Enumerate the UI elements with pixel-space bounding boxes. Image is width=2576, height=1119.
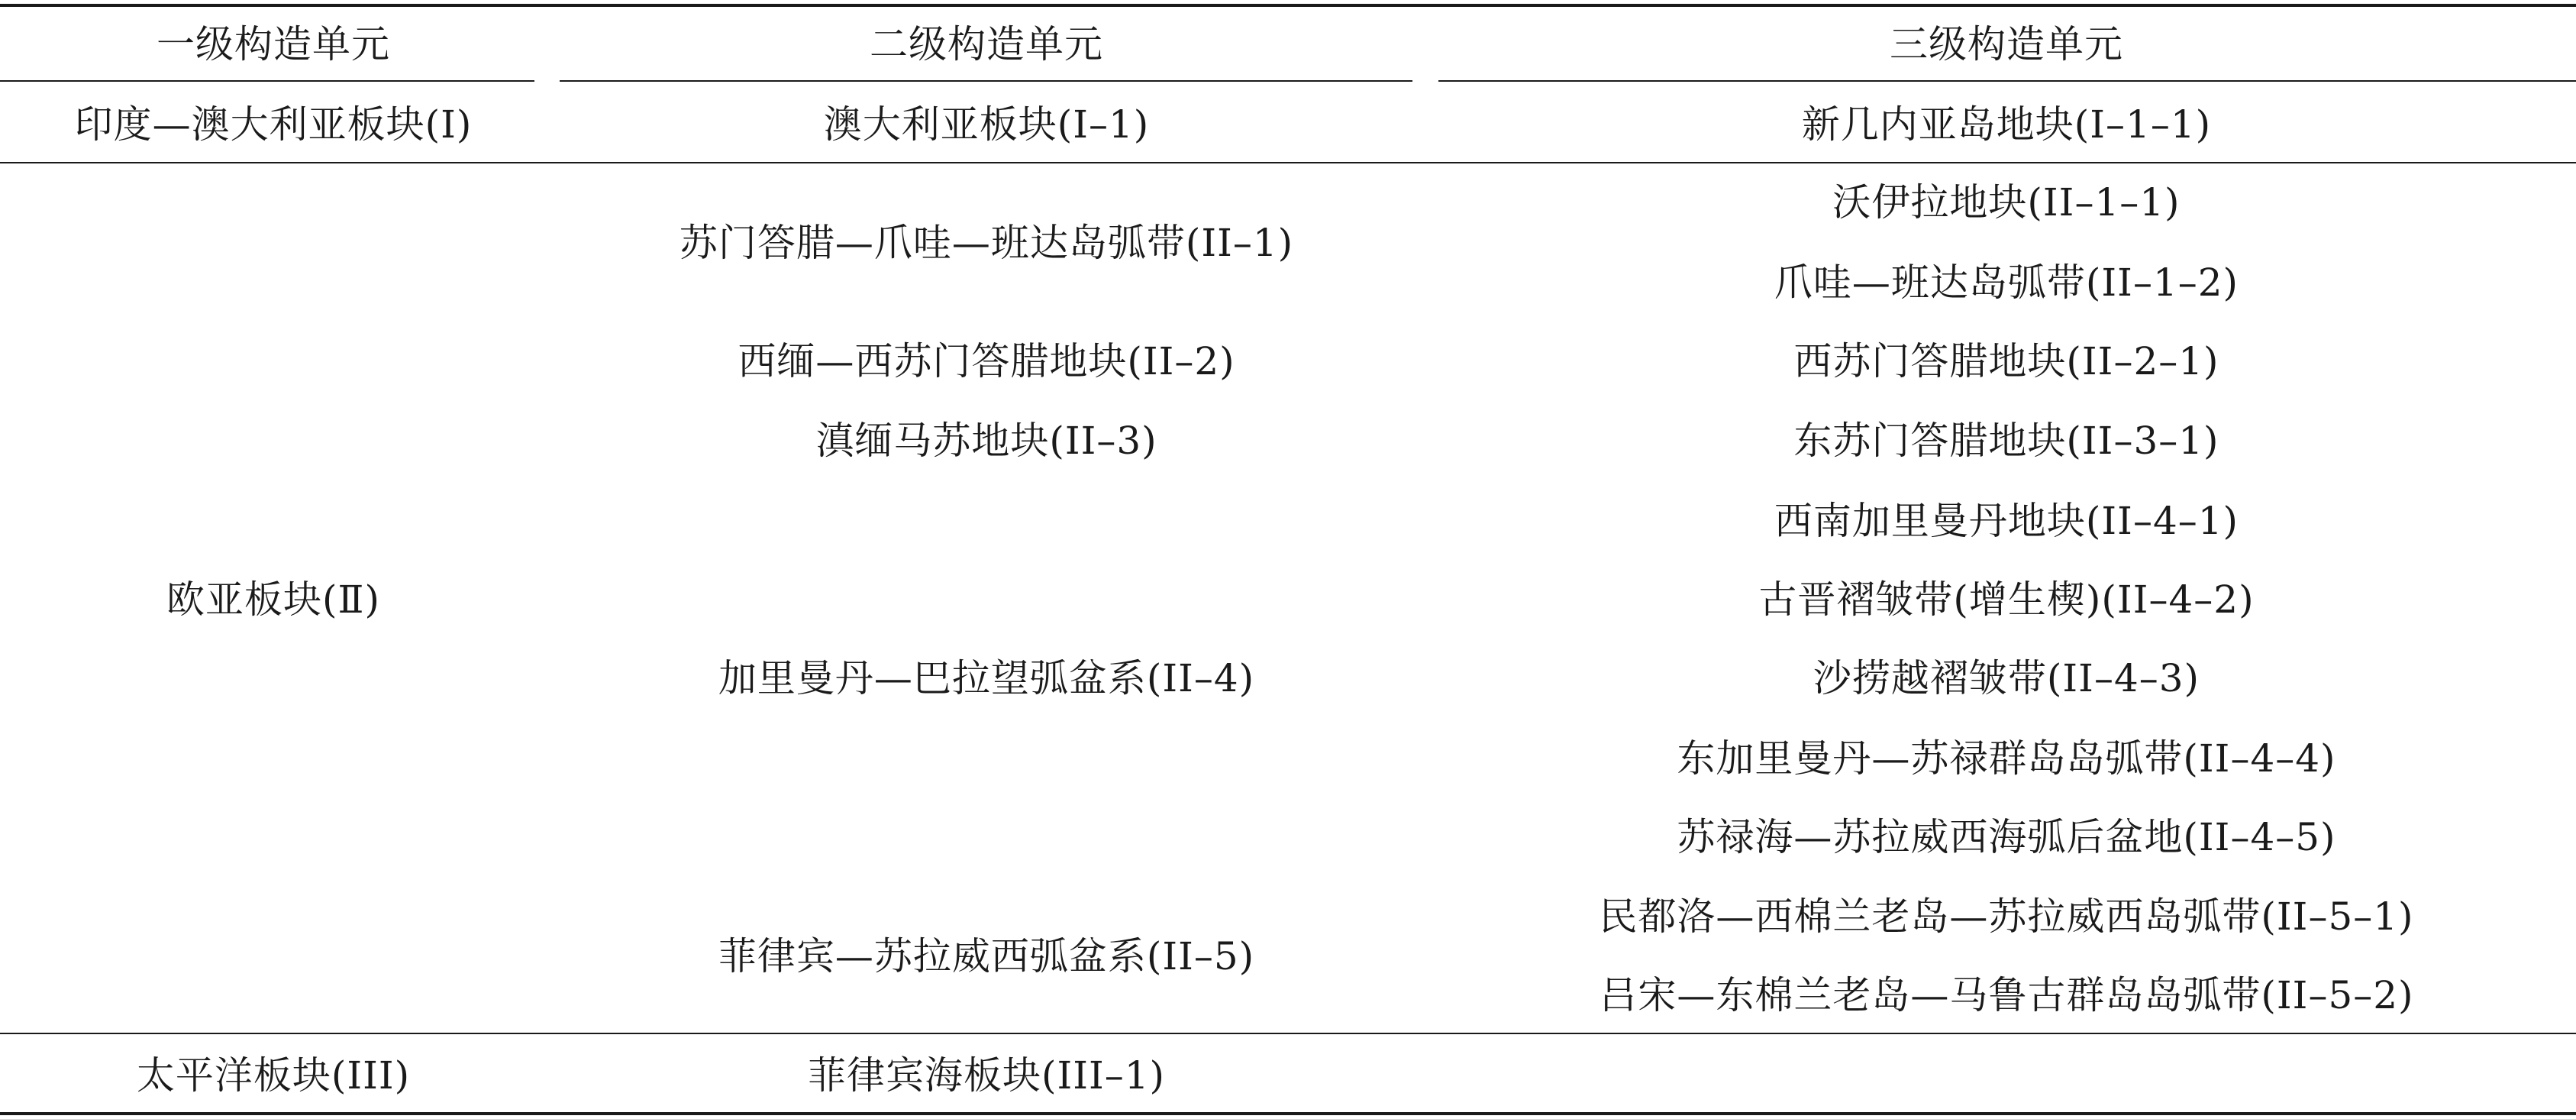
header-underline-col2 — [560, 80, 1412, 82]
level3-cell: 吕宋—东棉兰老岛—马鲁古群岛岛弧带(II–5–2) — [1599, 973, 2414, 1017]
level3-cell: 新几内亚岛地块(I–1–1) — [1801, 102, 2212, 147]
level1-cell: 太平洋板块(III) — [136, 1053, 411, 1098]
level1-cell: 欧亚板块(Ⅱ) — [166, 577, 380, 622]
level3-cell: 东苏门答腊地块(II–3–1) — [1793, 419, 2219, 463]
level3-cell: 古晋褶皱带(增生楔)(II–4–2) — [1758, 577, 2255, 622]
level2-cell: 加里曼丹—巴拉望弧盆系(II–4) — [718, 656, 1255, 700]
level2-cell: 澳大利亚板块(I–1) — [823, 102, 1150, 147]
header-level-2: 二级构造单元 — [870, 22, 1103, 66]
level1-cell: 印度—澳大利亚板块(Ⅰ) — [74, 102, 473, 147]
level2-cell: 苏门答腊—爪哇—班达岛弧带(II–1) — [679, 221, 1294, 265]
level2-cell: 西缅—西苏门答腊地块(II–2) — [738, 339, 1235, 383]
level2-cell: 滇缅马苏地块(II–3) — [815, 419, 1157, 463]
level3-cell: 沃伊拉地块(II–1–1) — [1832, 180, 2181, 225]
level3-cell: 爪哇—班达岛弧带(II–1–2) — [1774, 260, 2239, 305]
row-separator-2 — [0, 1033, 2576, 1034]
level2-cell: 菲律宾海板块(III–1) — [807, 1053, 1166, 1098]
row-separator-1 — [0, 162, 2576, 163]
level2-cell: 菲律宾—苏拉威西弧盆系(II–5) — [718, 934, 1255, 978]
level3-cell: 苏禄海—苏拉威西海弧后盆地(II–4–5) — [1677, 815, 2336, 859]
header-underline-col3 — [1438, 80, 2576, 82]
level3-cell: 东加里曼丹—苏禄群岛岛弧带(II–4–4) — [1677, 736, 2336, 781]
header-underline-col1 — [0, 80, 534, 82]
level3-cell: 沙捞越褶皱带(II–4–3) — [1813, 656, 2200, 700]
bottom-rule — [0, 1112, 2576, 1115]
level3-cell: 西苏门答腊地块(II–2–1) — [1793, 339, 2219, 383]
header-level-3: 三级构造单元 — [1890, 22, 2123, 66]
level3-cell: 西南加里曼丹地块(II–4–1) — [1774, 499, 2239, 543]
level3-cell: 民都洛—西棉兰老岛—苏拉威西岛弧带(II–5–1) — [1599, 894, 2414, 939]
header-level-1: 一级构造单元 — [157, 22, 390, 66]
top-rule — [0, 4, 2576, 7]
